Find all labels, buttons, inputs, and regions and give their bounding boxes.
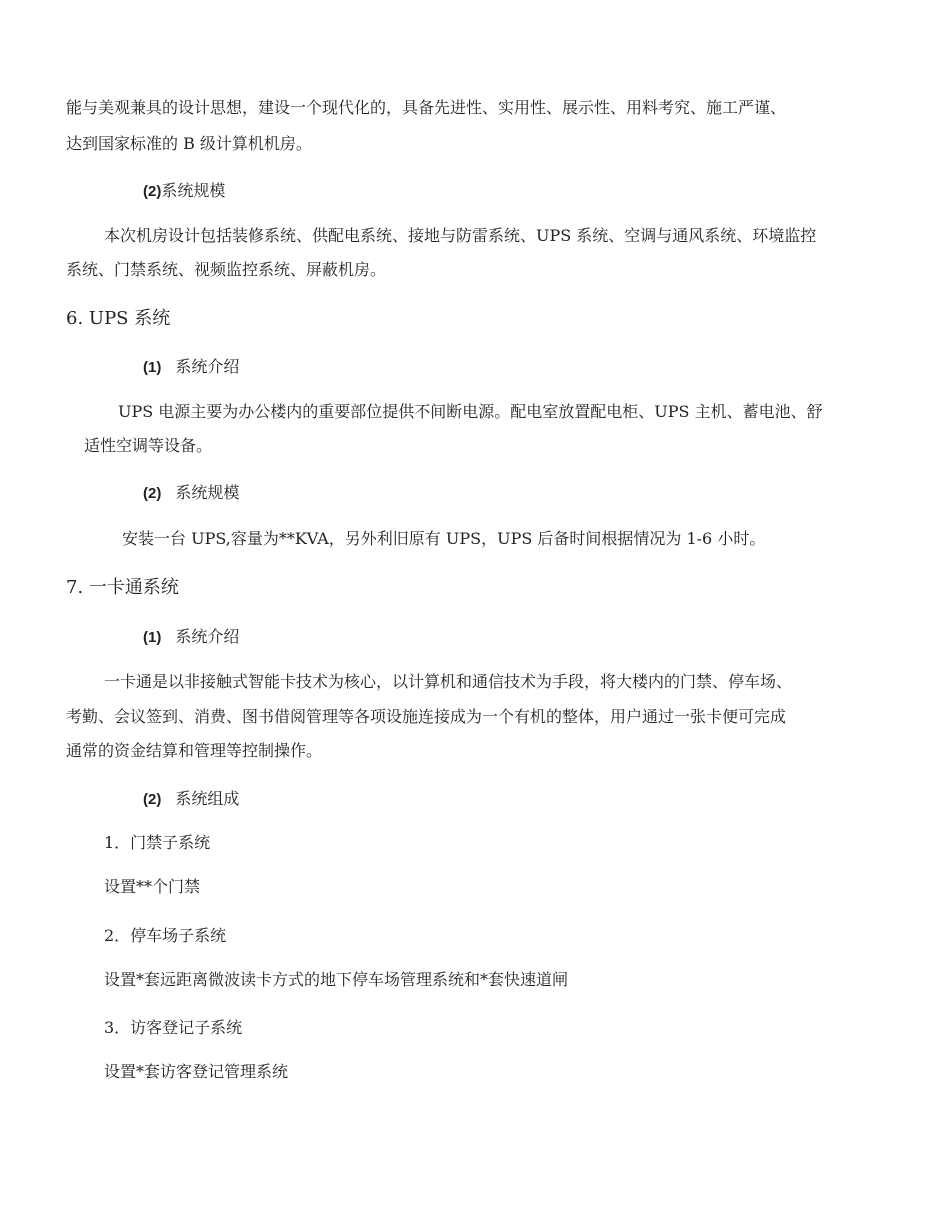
scale-paragraph-line-1: 本次机房设计包括装修系统、供配电系统、接地与防雷系统、UPS 系统、空调与通风系统、环境监控 [104,226,817,245]
subheading-card-composition [143,790,239,810]
subheading-number: (1) [143,629,162,646]
subheading-number: (1) [143,359,162,376]
subheading-title: 系统规模 [175,485,240,502]
subheading-number: (2) [143,485,162,502]
scale-paragraph-line-2: 系统、门禁系统、视频监控系统、屏蔽机房。 [66,260,387,279]
list-item-label: 2．停车场子系统 [104,926,227,945]
list-item-text: 设置*套远距离微波读卡方式的地下停车场管理系统和*套快速道闸 [104,970,569,989]
ups-scale-text: 安装一台 UPS,容量为**KVA，另外利旧原有 UPS，UPS 后备时间根据情况为 1-6 小时。 [122,529,766,548]
subheading-number: (2) [143,183,162,200]
section-heading-ups: 6. UPS 系统 [66,308,171,329]
subheading-ups-intro [143,358,239,378]
card-intro-line-3: 通常的资金结算和管理等控制操作。 [66,741,323,760]
card-intro-line-2: 考勤、会议签到、消费、图书借阅管理等各项设施连接成为一个有机的整体，用户通过一张卡便可完成 [66,707,787,726]
section-heading-one-card: 7. 一卡通系统 [66,577,179,598]
subheading-title: 系统组成 [175,791,240,808]
subheading-title: 系统介绍 [175,359,240,376]
subheading-number: (2) [143,791,162,808]
subheading-title: 系统规模 [161,183,226,200]
ups-intro-line-2: 适性空调等设备。 [84,436,213,455]
list-item-text: 设置*套访客登记管理系统 [104,1062,289,1081]
list-item-label: 3．访客登记子系统 [104,1018,243,1037]
intro-line-2: 达到国家标准的 B 级计算机机房。 [66,134,312,153]
card-intro-line-1: 一卡通是以非接触式智能卡技术为核心，以计算机和通信技术为手段，将大楼内的门禁、停车场、 [104,672,793,691]
intro-line-1: 能与美观兼具的设计思想，建设一个现代化的，具备先进性、实用性、展示性、用料考究、施工严谨、 [66,98,787,117]
list-item-label: 1．门禁子系统 [104,833,211,852]
list-item-text: 设置**个门禁 [104,877,201,896]
ups-intro-line-1: UPS 电源主要为办公楼内的重要部位提供不间断电源。配电室放置配电柜、UPS 主机、蓄电池、舒 [118,402,823,421]
subheading-title: 系统介绍 [175,629,240,646]
subheading-system-scale [143,182,225,202]
subheading-ups-scale [143,484,239,504]
subheading-card-intro [143,628,239,648]
